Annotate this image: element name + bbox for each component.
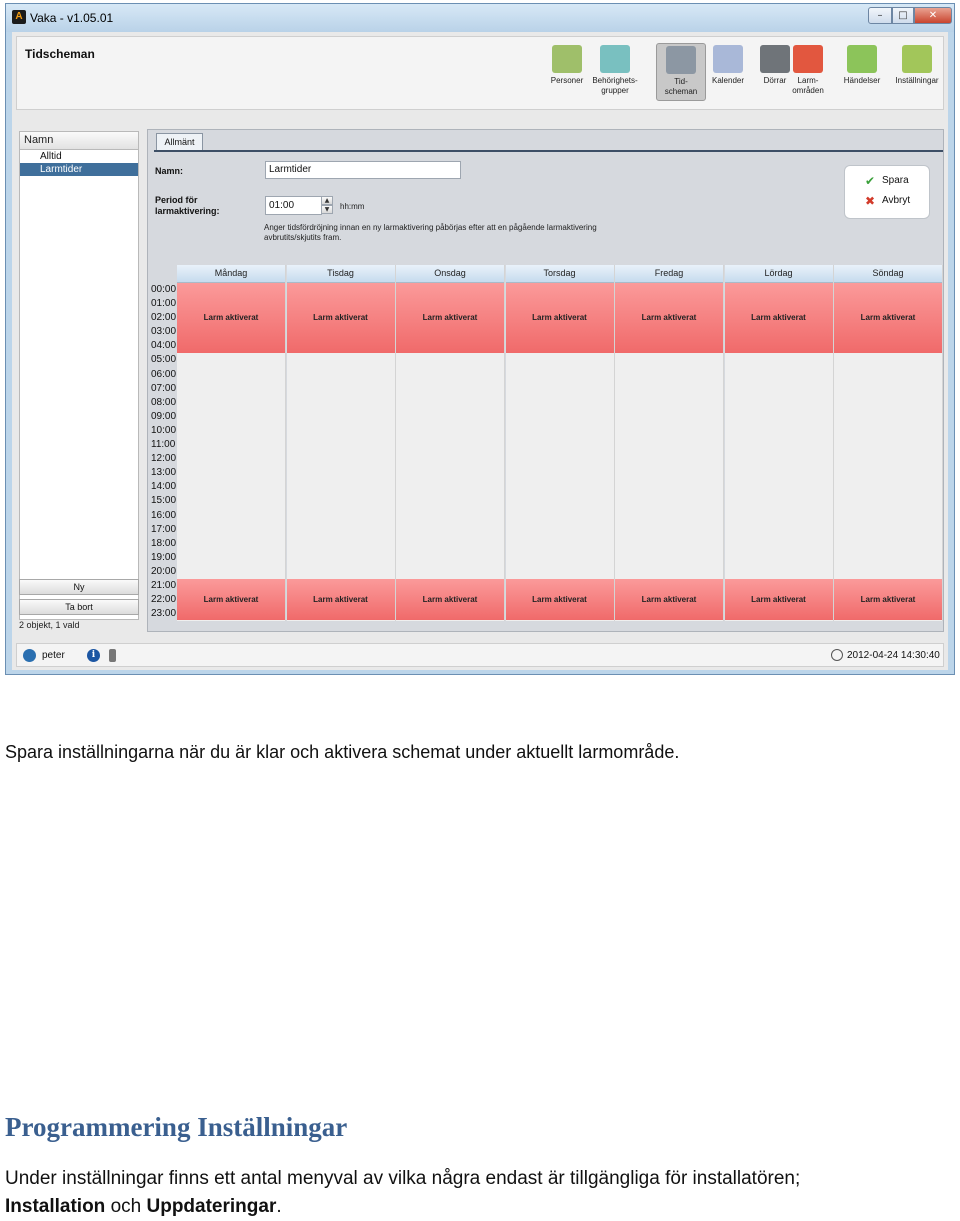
toolbar-label: Händelser: [843, 76, 881, 85]
info-icon[interactable]: i: [87, 649, 100, 662]
hour-label: 12:00: [151, 453, 177, 465]
hour-label: 08:00: [151, 396, 177, 408]
day-column[interactable]: [834, 265, 943, 621]
calendar-icon: [713, 45, 743, 73]
section-heading: Programmering Inställningar: [5, 1112, 348, 1142]
toolbar-button-5[interactable]: [783, 43, 833, 101]
toolbar-button-7[interactable]: [892, 43, 942, 101]
hour-label: 00:00: [151, 284, 177, 295]
day-column[interactable]: [725, 265, 834, 621]
alarm-area-icon: [793, 45, 823, 73]
page-title: Tidscheman: [25, 47, 95, 61]
period-label-line2: larmaktivering:: [155, 206, 220, 216]
hour-label: 01:00: [151, 298, 177, 310]
cancel-label: Avbryt: [882, 195, 911, 206]
tab-general[interactable]: Allmänt: [156, 133, 203, 151]
save-label: Spara: [882, 175, 909, 186]
save-cancel-box: [844, 165, 930, 219]
clock-icon: [831, 649, 843, 661]
alarm-block[interactable]: Larm aktiverat: [396, 283, 504, 353]
cross-icon: ✖: [865, 194, 876, 208]
day-column[interactable]: [287, 265, 396, 621]
connection-icon: [109, 649, 116, 662]
save-button[interactable]: [865, 174, 909, 188]
day-header: Onsdag: [396, 265, 504, 283]
hour-label: 11:00: [151, 439, 176, 451]
hour-label: 10:00: [151, 424, 177, 436]
name-input[interactable]: Larmtider: [265, 161, 461, 179]
period-input[interactable]: 01:00: [265, 196, 322, 215]
persons-icon: [552, 45, 582, 73]
day-header: Torsdag: [506, 265, 614, 283]
schedule-list: [19, 131, 139, 620]
header: [16, 36, 944, 110]
hour-label: 14:00: [151, 481, 177, 493]
delete-button[interactable]: Ta bort: [19, 599, 139, 615]
hour-label: 03:00: [151, 326, 177, 338]
detail-panel: [147, 129, 944, 632]
alarm-block[interactable]: Larm aktiverat: [834, 579, 942, 620]
day-column[interactable]: [396, 265, 505, 621]
alarm-block[interactable]: Larm aktiverat: [177, 579, 285, 620]
hour-label: 19:00: [151, 551, 177, 563]
paragraph-conjunction: och: [105, 1196, 147, 1217]
hour-label: 06:00: [151, 368, 177, 380]
day-header: Måndag: [177, 265, 285, 283]
alarm-block[interactable]: Larm aktiverat: [287, 579, 395, 620]
toolbar-label: Tid- scheman: [664, 77, 698, 96]
clock-icon: [666, 46, 696, 74]
events-icon: [847, 45, 877, 73]
user-icon: [23, 649, 36, 662]
installation-term: Installation: [5, 1196, 106, 1217]
period-help-text: Anger tidsfördröjning innan en ny larmaktivering påbörjas efter att en pågående larmaktivering avbrutits/skjutits fram.: [264, 223, 597, 242]
period-label-line1: Period för: [155, 195, 198, 205]
alarm-block[interactable]: Larm aktiverat: [725, 283, 833, 353]
alarm-block[interactable]: Larm aktiverat: [287, 283, 395, 353]
instruction-paragraph: Spara inställningarna när du är klar och aktivera schemat under aktuellt larmområde.: [5, 742, 680, 762]
hour-label: 15:00: [151, 495, 177, 507]
tab-divider: [154, 150, 943, 152]
cancel-button[interactable]: [865, 194, 911, 208]
hour-label: 07:00: [151, 382, 177, 394]
hour-label: 17:00: [151, 523, 177, 535]
toolbar-button-6[interactable]: [837, 43, 887, 101]
day-column[interactable]: [506, 265, 615, 621]
current-user: peter: [42, 650, 65, 661]
paragraph-end: .: [276, 1196, 282, 1217]
alarm-block[interactable]: Larm aktiverat: [725, 579, 833, 620]
status-bar: [16, 643, 944, 667]
list-item-larmtider[interactable]: Larmtider: [20, 163, 138, 176]
toolbar-button-1[interactable]: [590, 43, 640, 101]
settings-paragraph: [5, 1165, 955, 1221]
list-item-alltid[interactable]: Alltid: [40, 151, 62, 162]
alarm-block[interactable]: Larm aktiverat: [834, 283, 942, 353]
toolbar-label: Kalender: [711, 76, 745, 85]
toolbar-label: Personer: [550, 76, 584, 85]
toolbar-button-3[interactable]: [703, 43, 753, 101]
check-icon: ✔: [865, 174, 876, 188]
alarm-block[interactable]: Larm aktiverat: [506, 283, 614, 353]
sliders-icon: [902, 45, 932, 73]
application-window: [5, 3, 955, 675]
period-unit: hh:mm: [340, 202, 365, 211]
hour-label: 20:00: [151, 565, 177, 577]
object-count: 2 objekt, 1 vald: [19, 620, 80, 630]
updates-term: Uppdateringar: [146, 1196, 277, 1217]
spin-down-button[interactable]: ▼: [321, 205, 333, 214]
id-card-icon: [600, 45, 630, 73]
toolbar-label: Inställningar: [895, 76, 939, 85]
hour-label: 13:00: [151, 467, 177, 479]
minimize-button[interactable]: –: [868, 7, 892, 24]
toolbar-button-2[interactable]: [656, 43, 706, 101]
toolbar-label: Dörrar: [763, 76, 787, 85]
toolbar-label: Behörighets- grupper: [592, 76, 638, 95]
hour-label: 22:00: [151, 594, 177, 606]
hour-label: 05:00: [151, 354, 177, 366]
alarm-block[interactable]: Larm aktiverat: [506, 579, 614, 620]
hour-label: 21:00: [151, 579, 177, 591]
hour-label: 18:00: [151, 537, 177, 549]
column-header-name[interactable]: Namn: [20, 132, 138, 150]
day-header: Tisdag: [287, 265, 395, 283]
day-header: Lördag: [725, 265, 833, 283]
close-button[interactable]: ✕: [914, 7, 952, 24]
hour-label: 09:00: [151, 410, 177, 422]
current-datetime: 2012-04-24 14:30:40: [847, 650, 940, 661]
toolbar-button-0[interactable]: [542, 43, 592, 101]
hour-label: 16:00: [151, 509, 177, 521]
hour-label: 04:00: [151, 340, 177, 352]
alarm-block[interactable]: Larm aktiverat: [615, 283, 723, 353]
day-column[interactable]: [615, 265, 724, 621]
alarm-block[interactable]: Larm aktiverat: [396, 579, 504, 620]
alarm-block[interactable]: Larm aktiverat: [177, 283, 285, 353]
hour-labels: [151, 283, 177, 621]
day-column[interactable]: [177, 265, 286, 621]
client-area: [12, 32, 948, 670]
name-label: Namn:: [155, 166, 184, 176]
weekly-schedule-grid[interactable]: [151, 265, 941, 621]
hour-label: 02:00: [151, 312, 177, 324]
day-header: Söndag: [834, 265, 942, 283]
spin-up-button[interactable]: ▲: [321, 196, 333, 205]
settings-paragraph-line1: Under inställningar finns ett antal menyval av vilka några endast är tillgängliga för installatören;: [5, 1168, 801, 1189]
window-title: Vaka - v1.05.01: [30, 11, 114, 25]
hour-label: 23:00: [151, 608, 177, 620]
title-bar: [6, 4, 954, 32]
maximize-button[interactable]: □: [892, 7, 914, 24]
alarm-block[interactable]: Larm aktiverat: [615, 579, 723, 620]
app-logo-icon: A: [12, 10, 26, 24]
day-header: Fredag: [615, 265, 723, 283]
new-button[interactable]: Ny: [19, 579, 139, 595]
toolbar-label: Larm- områden: [792, 76, 824, 95]
